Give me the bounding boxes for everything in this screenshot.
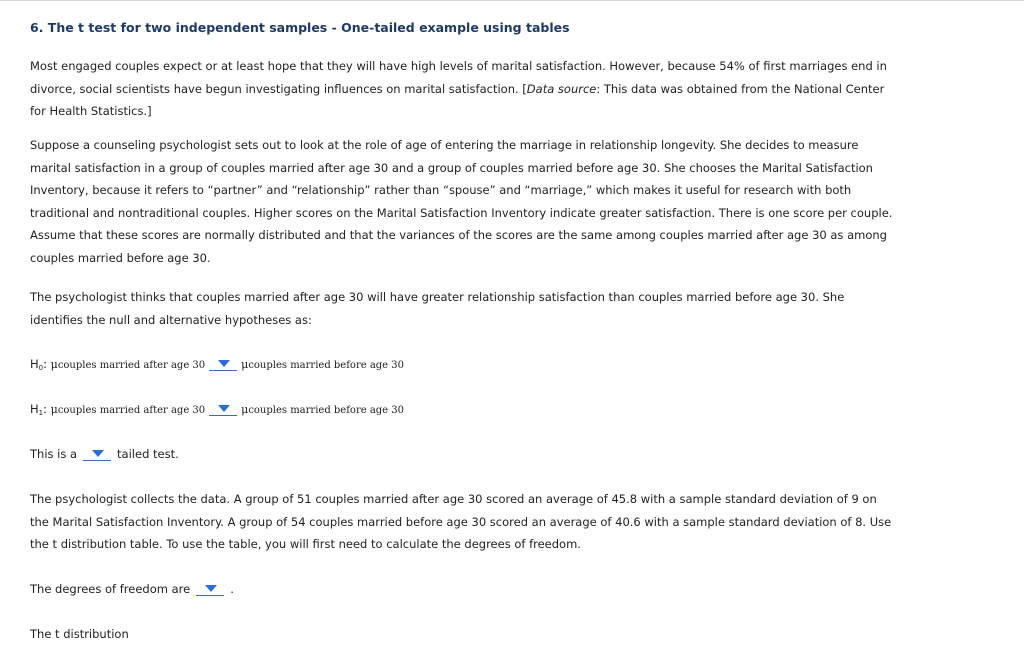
mu-after-30-label: couples married after age 30 [57,405,206,416]
h1-relation-dropdown[interactable] [209,403,237,416]
null-hypothesis-colon: : [43,357,47,371]
degrees-of-freedom-line [30,582,234,596]
alt-hypothesis-symbol: H [30,402,39,416]
null-hypothesis [30,357,404,377]
mu-after-30-label: couples married after age 30 [57,360,206,371]
mu-after-30 [51,360,206,371]
df-suffix: . [230,582,234,596]
mu-before-30 [241,405,404,416]
alternative-hypothesis [30,402,404,422]
intro-text-start: Most engaged couples expect or at least hope that they will have high levels of marital satisfaction. However, because 54% of first marriages end in divorce, social scientists have begun investigating influences on marital satisfaction. [ [30,59,887,96]
data-source-label: Data source [526,81,597,96]
mu-before-30-label: couples married before age 30 [248,360,405,371]
df-dropdown[interactable] [196,583,224,596]
null-hypothesis-subscript: 0 [38,364,44,372]
null-hypothesis-symbol: H [30,357,39,371]
mu-symbol: μ [50,358,58,371]
chevron-down-icon [92,450,104,457]
intro-text-end: : This data was obtained from the National Center for Health Statistics.] [30,81,885,119]
chevron-down-icon [218,405,230,412]
tailed-test-line [30,447,179,461]
mu-before-30 [241,360,404,371]
mu-after-30 [51,405,206,416]
chevron-down-icon [205,585,217,592]
mu-symbol: μ [50,403,58,416]
mu-before-30-label: couples married before age 30 [248,405,405,416]
mu-symbol: μ [241,358,249,371]
question-title: 6. The t test for two independent samples - One-tailed example using tables [30,20,570,35]
tailed-prefix: This is a [30,447,78,461]
top-divider [0,0,1024,1]
tail-type-dropdown[interactable] [83,448,111,461]
mu-symbol: μ [241,403,249,416]
tailed-suffix: tailed test. [117,447,179,461]
h0-relation-dropdown[interactable] [209,358,237,371]
hypothesis-intro-paragraph: The psychologist thinks that couples married after age 30 will have greater relationship satisfaction than couples married before age 30. She identifies the null and alternative hypotheses as: [30,290,845,327]
intro-paragraph [30,55,895,123]
alt-hypothesis-colon: : [43,402,47,416]
alt-hypothesis-subscript: 1 [38,409,44,417]
data-paragraph: The psychologist collects the data. A group of 51 couples married after age 30 scored an average of 45.8 with a sample standard deviation of 9 on the Marital Satisfaction Inventory. A group of 54 couples married before age 30 scored an average of 40.6 with a sample standard deviation of 8. Use the t distribution table. To use the table, you will first need to calculate the degrees of freedom. [30,492,892,552]
chevron-down-icon [218,360,230,367]
scenario-paragraph: Suppose a counseling psychologist sets out to look at the role of age of entering the marriage in relationship longevity. She decides to measure marital satisfaction in a group of couples married after age 30 and a group of couples married before age 30. She chooses the Marital Satisfaction Inventory, because it refers to “partner” and “relationship” rather than “spouse” and “marriage,” which makes it useful for research with both traditional and nontraditional couples. Higher scores on the Marital Satisfaction Inventory indicate greater satisfaction. There is one score per couple. Assume that these scores are normally distributed and that the variances of the scores are the same among couples married after age 30 as among couples married before age 30. [30,138,893,265]
t-distribution-label: The t distribution [30,627,129,641]
df-prefix: The degrees of freedom are [30,582,191,596]
